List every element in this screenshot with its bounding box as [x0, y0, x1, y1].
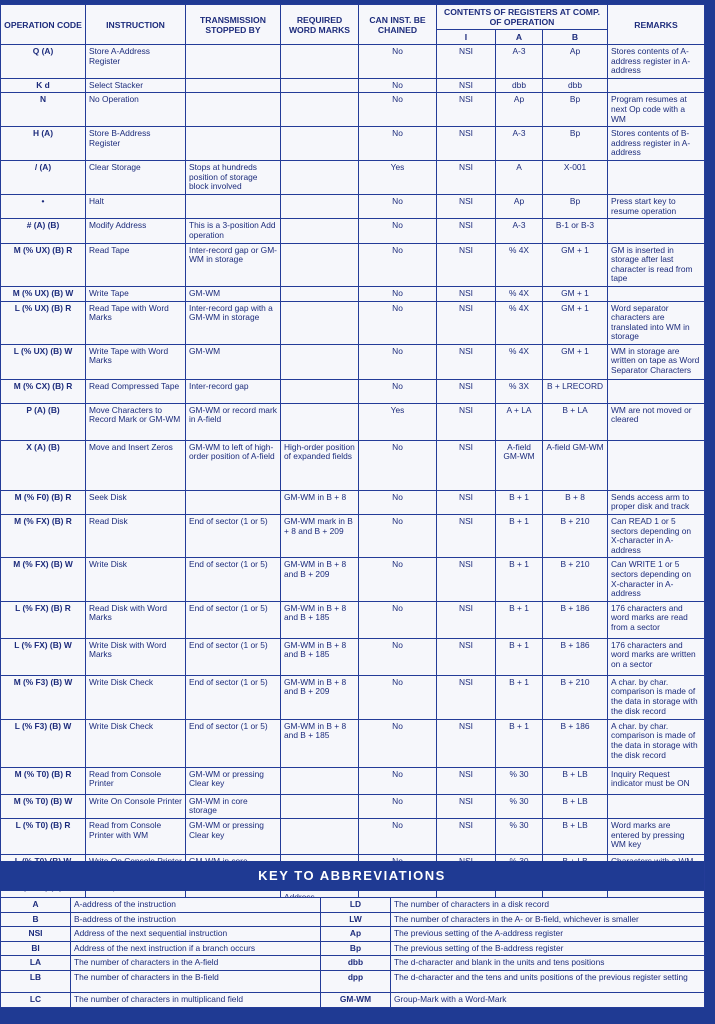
register-b-cell: B + 210	[543, 515, 608, 558]
table-row	[1, 440, 705, 490]
abbr-cell: B	[1, 912, 71, 927]
header-remarks: REMARKS	[608, 5, 705, 45]
word-marks-cell: GM-WM in B + 8 and B + 185	[281, 601, 359, 638]
op-code-cell: X (A) (B)	[1, 440, 86, 490]
chained-cell: Yes	[359, 403, 437, 440]
word-marks-cell	[281, 93, 359, 127]
register-i-cell: NSI	[437, 161, 496, 195]
chained-cell: No	[359, 558, 437, 601]
register-b-cell: B + 210	[543, 558, 608, 601]
transmission-cell	[186, 45, 281, 79]
word-marks-cell	[281, 195, 359, 219]
chained-cell: No	[359, 93, 437, 127]
register-a-cell: Ap	[496, 195, 543, 219]
register-b-cell: Bp	[543, 93, 608, 127]
table-row	[1, 767, 705, 794]
chained-cell: No	[359, 219, 437, 243]
word-marks-cell	[281, 78, 359, 93]
chained-cell: No	[359, 243, 437, 286]
chained-cell: No	[359, 344, 437, 379]
word-marks-cell	[281, 344, 359, 379]
table-row	[1, 344, 705, 379]
register-b-cell: Bp	[543, 195, 608, 219]
register-b-cell: GM + 1	[543, 243, 608, 286]
register-b-cell: B + 8	[543, 490, 608, 514]
op-code-cell: M (% UX) (B) R	[1, 243, 86, 286]
op-code-cell: M (% UX) (B) W	[1, 286, 86, 301]
table-row	[1, 601, 705, 638]
register-i-cell: NSI	[437, 719, 496, 767]
register-i-cell: NSI	[437, 344, 496, 379]
register-a-cell: A-3	[496, 219, 543, 243]
register-a-cell: A + LA	[496, 403, 543, 440]
abbr-cell: LB	[1, 970, 71, 992]
transmission-cell: This is a 3-position Add operation	[186, 219, 281, 243]
key-row	[1, 912, 705, 927]
instruction-cell: Seek Disk	[86, 490, 186, 514]
remarks-cell	[608, 379, 705, 403]
transmission-cell: Stops at hundreds position of storage block involved	[186, 161, 281, 195]
register-i-cell: NSI	[437, 379, 496, 403]
register-a-cell: % 4X	[496, 286, 543, 301]
op-code-cell: / (A)	[1, 161, 86, 195]
table-row	[1, 161, 705, 195]
instruction-cell: Move Characters to Record Mark or GM-WM	[86, 403, 186, 440]
transmission-cell	[186, 127, 281, 161]
instruction-cell: Read from Console Printer with WM	[86, 819, 186, 855]
register-a-cell: Ap	[496, 93, 543, 127]
register-a-cell: A-3	[496, 45, 543, 79]
abbr-desc-cell: Address of the next instruction if a branch occurs	[71, 941, 321, 956]
op-code-cell: L (% FX) (B) R	[1, 601, 86, 638]
register-i-cell: NSI	[437, 78, 496, 93]
abbr-desc-cell: The previous setting of the B-address register	[391, 941, 705, 956]
instruction-cell: Store A-Address Register	[86, 45, 186, 79]
register-a-cell: % 4X	[496, 301, 543, 344]
chained-cell: No	[359, 794, 437, 818]
header-reg-b: B	[543, 30, 608, 45]
register-a-cell: B + 1	[496, 638, 543, 675]
chained-cell: No	[359, 819, 437, 855]
abbr-desc-cell: The d-character and blank in the units and tens positions	[391, 956, 705, 971]
remarks-cell	[608, 161, 705, 195]
word-marks-cell	[281, 301, 359, 344]
transmission-cell: GM-WM or pressing Clear key	[186, 767, 281, 794]
abbr-desc-cell: The number of characters in the A-field	[71, 956, 321, 971]
word-marks-cell	[281, 767, 359, 794]
word-marks-cell: GM-WM in B + 8	[281, 490, 359, 514]
op-code-cell: M (% T0) (B) R	[1, 767, 86, 794]
remarks-cell: 176 characters and word marks are read from a sector	[608, 601, 705, 638]
register-i-cell: NSI	[437, 675, 496, 719]
remarks-cell: Inquiry Request indicator must be ON	[608, 767, 705, 794]
remarks-cell: Can READ 1 or 5 sectors depending on X-character in A-address	[608, 515, 705, 558]
register-i-cell: NSI	[437, 195, 496, 219]
op-code-cell: H (A)	[1, 127, 86, 161]
word-marks-cell	[281, 161, 359, 195]
remarks-cell	[608, 78, 705, 93]
transmission-cell: End of sector (1 or 5)	[186, 638, 281, 675]
transmission-cell: Inter-record gap	[186, 379, 281, 403]
register-a-cell: B + 1	[496, 601, 543, 638]
table-row	[1, 819, 705, 855]
transmission-cell: Inter-record gap with a GM-WM in storage	[186, 301, 281, 344]
transmission-cell: End of sector (1 or 5)	[186, 675, 281, 719]
abbr-desc-cell: The number of characters in the B-field	[71, 970, 321, 992]
chained-cell: No	[359, 719, 437, 767]
word-marks-cell: GM-WM mark in B + 8 and B + 209	[281, 515, 359, 558]
chained-cell: No	[359, 286, 437, 301]
register-a-cell: B + 1	[496, 558, 543, 601]
key-title: KEY TO ABBREVIATIONS	[0, 861, 704, 891]
abbr-desc-cell: Address of the next sequential instruction	[71, 927, 321, 942]
header-word-marks: REQUIRED WORD MARKS	[281, 5, 359, 45]
instruction-cell: Write Disk Check	[86, 675, 186, 719]
remarks-cell: A char. by char. comparison is made of the data in storage with the disk record	[608, 719, 705, 767]
register-i-cell: NSI	[437, 127, 496, 161]
register-i-cell: NSI	[437, 490, 496, 514]
register-i-cell: NSI	[437, 515, 496, 558]
abbr-cell: LC	[1, 992, 71, 1007]
register-i-cell: NSI	[437, 767, 496, 794]
remarks-cell: Word marks are entered by pressing WM key	[608, 819, 705, 855]
register-b-cell: B + 210	[543, 675, 608, 719]
remarks-cell: Sends access arm to proper disk and track	[608, 490, 705, 514]
remarks-cell: 176 characters and word marks are written on a sector	[608, 638, 705, 675]
abbr-cell: NSI	[1, 927, 71, 942]
op-code-cell: L (% UX) (B) W	[1, 344, 86, 379]
chained-cell: No	[359, 78, 437, 93]
transmission-cell	[186, 78, 281, 93]
remarks-cell	[608, 794, 705, 818]
op-code-cell: M (% F3) (B) W	[1, 675, 86, 719]
transmission-cell: GM-WM or record mark in A-field	[186, 403, 281, 440]
abbr-cell: GM-WM	[321, 992, 391, 1007]
abbr-cell: LW	[321, 912, 391, 927]
chained-cell: No	[359, 767, 437, 794]
register-i-cell: NSI	[437, 301, 496, 344]
abbr-desc-cell: A-address of the instruction	[71, 898, 321, 913]
instruction-cell: Write Disk with Word Marks	[86, 638, 186, 675]
chained-cell: No	[359, 379, 437, 403]
chained-cell: Yes	[359, 161, 437, 195]
word-marks-cell	[281, 794, 359, 818]
op-code-cell: K d	[1, 78, 86, 93]
register-b-cell: GM + 1	[543, 301, 608, 344]
table-row	[1, 638, 705, 675]
op-code-cell: L (% T0) (B) R	[1, 819, 86, 855]
register-b-cell: A-field GM-WM	[543, 440, 608, 490]
instruction-cell: Read Disk with Word Marks	[86, 601, 186, 638]
transmission-cell: End of sector (1 or 5)	[186, 601, 281, 638]
chained-cell: No	[359, 195, 437, 219]
abbr-cell: Ap	[321, 927, 391, 942]
remarks-cell: Stores contents of B-address register in A-address	[608, 127, 705, 161]
abbr-desc-cell: The number of characters in a disk record	[391, 898, 705, 913]
key-row	[1, 992, 705, 1007]
register-a-cell: % 30	[496, 819, 543, 855]
table-row	[1, 45, 705, 79]
header-instruction: INSTRUCTION	[86, 5, 186, 45]
header-registers: CONTENTS OF REGISTERS AT COMP. OF OPERATION	[437, 5, 608, 30]
register-a-cell: B + 1	[496, 719, 543, 767]
register-b-cell: B-1 or B-3	[543, 219, 608, 243]
abbr-cell: Bp	[321, 941, 391, 956]
operation-table	[0, 4, 705, 905]
transmission-cell: End of sector (1 or 5)	[186, 558, 281, 601]
register-i-cell: NSI	[437, 93, 496, 127]
op-code-cell: L (% F3) (B) W	[1, 719, 86, 767]
op-code-cell: M (% CX) (B) R	[1, 379, 86, 403]
table-row	[1, 490, 705, 514]
transmission-cell: End of sector (1 or 5)	[186, 515, 281, 558]
op-code-cell: Q (A)	[1, 45, 86, 79]
header-chained: CAN INST. BE CHAINED	[359, 5, 437, 45]
abbr-cell: A	[1, 898, 71, 913]
table-row	[1, 286, 705, 301]
abbr-cell: BI	[1, 941, 71, 956]
abbr-cell: dbb	[321, 956, 391, 971]
key-row	[1, 956, 705, 971]
op-code-cell: M (% FX) (B) W	[1, 558, 86, 601]
word-marks-cell	[281, 819, 359, 855]
chained-cell: No	[359, 301, 437, 344]
chained-cell: No	[359, 45, 437, 79]
abbr-cell: LA	[1, 956, 71, 971]
abbr-cell: dpp	[321, 970, 391, 992]
word-marks-cell	[281, 219, 359, 243]
remarks-cell: Word separator characters are translated into WM in storage	[608, 301, 705, 344]
chained-cell: No	[359, 490, 437, 514]
remarks-cell: WM in storage are written on tape as Word Separator Characters	[608, 344, 705, 379]
remarks-cell	[608, 219, 705, 243]
instruction-cell: Store B-Address Register	[86, 127, 186, 161]
table-row	[1, 93, 705, 127]
word-marks-cell: GM-WM in B + 8 and B + 185	[281, 719, 359, 767]
register-i-cell: NSI	[437, 286, 496, 301]
word-marks-cell	[281, 286, 359, 301]
instruction-cell: Modify Address	[86, 219, 186, 243]
transmission-cell	[186, 490, 281, 514]
remarks-cell	[608, 440, 705, 490]
instruction-cell: Read from Console Printer	[86, 767, 186, 794]
register-i-cell: NSI	[437, 243, 496, 286]
table-row	[1, 243, 705, 286]
register-i-cell: NSI	[437, 794, 496, 818]
register-i-cell: NSI	[437, 440, 496, 490]
remarks-cell: Press start key to resume operation	[608, 195, 705, 219]
register-b-cell: Bp	[543, 127, 608, 161]
register-a-cell: % 3X	[496, 379, 543, 403]
transmission-cell: GM-WM or pressing Clear key	[186, 819, 281, 855]
chained-cell: No	[359, 601, 437, 638]
register-b-cell: B + LB	[543, 794, 608, 818]
table-row	[1, 675, 705, 719]
key-row	[1, 970, 705, 992]
instruction-cell: Read Tape	[86, 243, 186, 286]
transmission-cell: GM-WM to left of high-order position of A-field	[186, 440, 281, 490]
abbr-desc-cell: The d-character and the tens and units positions of the previous register setting	[391, 970, 705, 992]
table-row	[1, 219, 705, 243]
table-row	[1, 794, 705, 818]
register-a-cell: A-3	[496, 127, 543, 161]
word-marks-cell	[281, 45, 359, 79]
abbr-desc-cell: Group-Mark with a Word-Mark	[391, 992, 705, 1007]
transmission-cell	[186, 195, 281, 219]
register-b-cell: B + LRECORD	[543, 379, 608, 403]
register-b-cell: Ap	[543, 45, 608, 79]
abbr-desc-cell: The number of characters in the A- or B-field, whichever is smaller	[391, 912, 705, 927]
op-code-cell: L (% UX) (B) R	[1, 301, 86, 344]
table-row	[1, 195, 705, 219]
word-marks-cell	[281, 379, 359, 403]
register-a-cell: A-field GM-WM	[496, 440, 543, 490]
chained-cell: No	[359, 127, 437, 161]
instruction-cell: Write Tape with Word Marks	[86, 344, 186, 379]
word-marks-cell: GM-WM in B + 8 and B + 209	[281, 558, 359, 601]
table-row	[1, 127, 705, 161]
instruction-cell: Move and Insert Zeros	[86, 440, 186, 490]
register-a-cell: B + 1	[496, 490, 543, 514]
register-b-cell: B + LA	[543, 403, 608, 440]
register-a-cell: B + 1	[496, 515, 543, 558]
register-a-cell: % 4X	[496, 344, 543, 379]
register-a-cell: % 30	[496, 767, 543, 794]
op-code-cell: # (A) (B)	[1, 219, 86, 243]
register-i-cell: NSI	[437, 219, 496, 243]
transmission-cell: GM-WM	[186, 286, 281, 301]
instruction-cell: No Operation	[86, 93, 186, 127]
register-b-cell: B + LB	[543, 767, 608, 794]
remarks-cell: A char. by char. comparison is made of the data in storage with the disk record	[608, 675, 705, 719]
word-marks-cell	[281, 243, 359, 286]
instruction-cell: Select Stacker	[86, 78, 186, 93]
remarks-cell: WM are not moved or cleared	[608, 403, 705, 440]
op-code-cell: M (% F0) (B) R	[1, 490, 86, 514]
transmission-cell: Inter-record gap or GM-WM in storage	[186, 243, 281, 286]
op-code-cell: L (% FX) (B) W	[1, 638, 86, 675]
abbr-desc-cell: The number of characters in multiplicand field	[71, 992, 321, 1007]
instruction-cell: Write Disk Check	[86, 719, 186, 767]
chained-cell: No	[359, 675, 437, 719]
transmission-cell: GM-WM in core storage	[186, 794, 281, 818]
register-b-cell: GM + 1	[543, 344, 608, 379]
register-b-cell: B + LB	[543, 819, 608, 855]
instruction-cell: Write Tape	[86, 286, 186, 301]
abbr-cell: LD	[321, 898, 391, 913]
table-row	[1, 379, 705, 403]
table-row	[1, 515, 705, 558]
table-row	[1, 719, 705, 767]
register-i-cell: NSI	[437, 638, 496, 675]
table-row	[1, 78, 705, 93]
remarks-cell: Program resumes at next Op code with a WM	[608, 93, 705, 127]
instruction-cell: Read Disk	[86, 515, 186, 558]
remarks-cell: Stores contents of A-address register in A-address	[608, 45, 705, 79]
chained-cell: No	[359, 515, 437, 558]
register-i-cell: NSI	[437, 403, 496, 440]
register-a-cell: % 30	[496, 794, 543, 818]
op-code-cell: P (A) (B)	[1, 403, 86, 440]
table-row	[1, 558, 705, 601]
register-b-cell: B + 186	[543, 638, 608, 675]
table-row	[1, 301, 705, 344]
op-code-cell: N	[1, 93, 86, 127]
transmission-cell: End of sector (1 or 5)	[186, 719, 281, 767]
transmission-cell	[186, 93, 281, 127]
chained-cell: No	[359, 638, 437, 675]
instruction-cell: Read Tape with Word Marks	[86, 301, 186, 344]
register-b-cell: B + 186	[543, 719, 608, 767]
table-row	[1, 403, 705, 440]
abbr-desc-cell: The previous setting of the A-address register	[391, 927, 705, 942]
abbreviations-table	[0, 897, 705, 1008]
instruction-cell: Clear Storage	[86, 161, 186, 195]
word-marks-cell	[281, 403, 359, 440]
register-a-cell: dbb	[496, 78, 543, 93]
remarks-cell: Can WRITE 1 or 5 sectors depending on X-character in A-address	[608, 558, 705, 601]
op-code-cell: •	[1, 195, 86, 219]
register-a-cell: A	[496, 161, 543, 195]
transmission-cell: GM-WM	[186, 344, 281, 379]
chained-cell: No	[359, 440, 437, 490]
header-transmission: TRANSMISSION STOPPED BY	[186, 5, 281, 45]
op-code-cell: M (% FX) (B) R	[1, 515, 86, 558]
header-reg-i: I	[437, 30, 496, 45]
header-op-code: OPERATION CODE	[1, 5, 86, 45]
word-marks-cell: GM-WM in B + 8 and B + 209	[281, 675, 359, 719]
abbr-desc-cell: B-address of the instruction	[71, 912, 321, 927]
key-row	[1, 927, 705, 942]
header-reg-a: A	[496, 30, 543, 45]
register-i-cell: NSI	[437, 601, 496, 638]
instruction-cell: Write On Console Printer	[86, 794, 186, 818]
register-b-cell: B + 186	[543, 601, 608, 638]
register-b-cell: GM + 1	[543, 286, 608, 301]
word-marks-cell	[281, 127, 359, 161]
register-a-cell: B + 1	[496, 675, 543, 719]
key-row	[1, 898, 705, 913]
op-code-cell: M (% T0) (B) W	[1, 794, 86, 818]
register-b-cell: X-001	[543, 161, 608, 195]
register-i-cell: NSI	[437, 45, 496, 79]
word-marks-cell: GM-WM in B + 8 and B + 185	[281, 638, 359, 675]
key-row	[1, 941, 705, 956]
register-a-cell: % 4X	[496, 243, 543, 286]
remarks-cell	[608, 286, 705, 301]
instruction-cell: Halt	[86, 195, 186, 219]
remarks-cell: GM is inserted in storage after last character is read from tape	[608, 243, 705, 286]
register-i-cell: NSI	[437, 558, 496, 601]
register-b-cell: dbb	[543, 78, 608, 93]
word-marks-cell: High-order position of expanded fields	[281, 440, 359, 490]
instruction-cell: Write Disk	[86, 558, 186, 601]
instruction-cell: Read Compressed Tape	[86, 379, 186, 403]
register-i-cell: NSI	[437, 819, 496, 855]
